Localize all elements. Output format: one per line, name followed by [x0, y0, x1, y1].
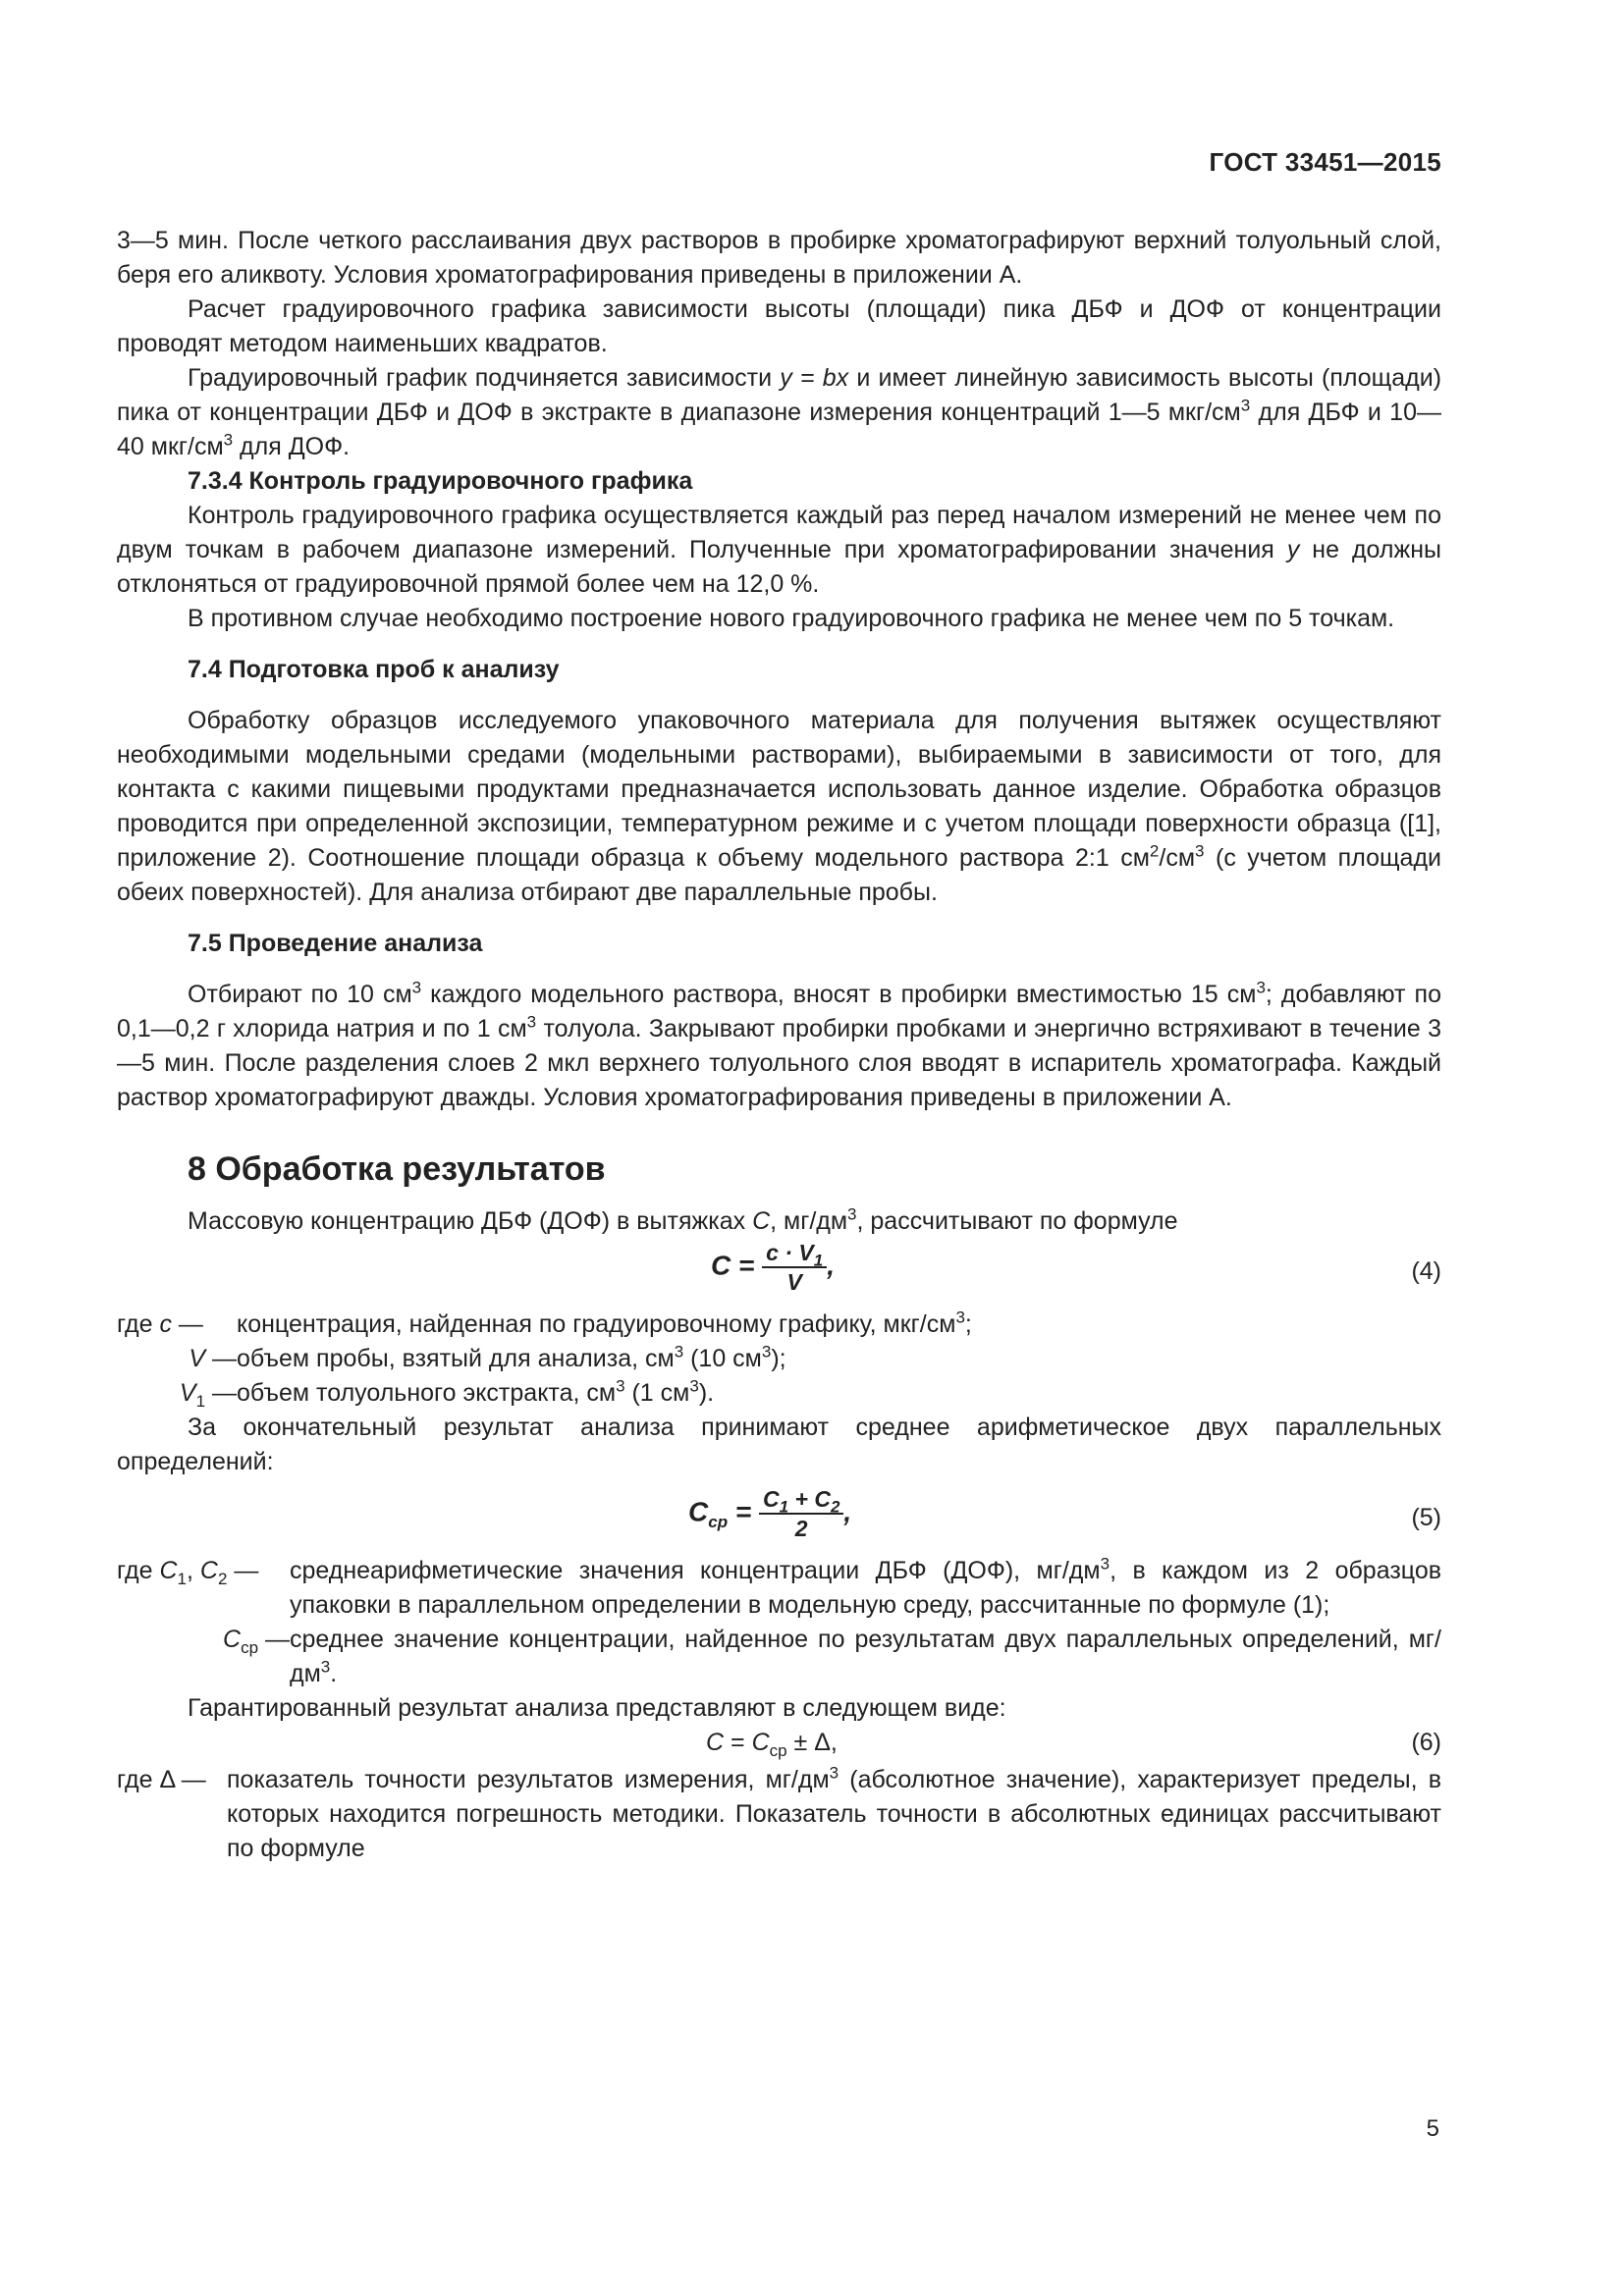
formula-5-legend — [117, 1554, 1441, 1691]
page-number: 5 — [1426, 2115, 1439, 2142]
section-heading-8: 8 Обработка результатов — [188, 1150, 606, 1188]
formula-6 — [117, 1726, 1441, 1763]
page-content — [117, 224, 1441, 1866]
formula-4-legend — [117, 1308, 1441, 1411]
formula-number: (4) — [1411, 1257, 1441, 1285]
legend-item: где c — концентрация, найденная по градуировочному графику, мкг/$см^3$; — [117, 1308, 972, 1338]
subsection-heading-7-3-4: 7.3.4 Контроль градуировочного графика — [188, 467, 693, 495]
formula-number: (6) — [1411, 1729, 1441, 1756]
subsection-heading-7-4: 7.4 Подготовка проб к анализу — [188, 656, 560, 683]
legend-item: где $C_1$, $C_2$ — среднеарифметические значения концентрации ДБФ (ДОФ), $мг/дм^3$, в каждом из 2 образцов упаковки в параллельном определении в модельную среду, рассчитанные по формуле (1); — [117, 1554, 1442, 1619]
formula-4-expression: C = $\frac{c \cdot V_1}{V}$ , — [711, 1240, 835, 1295]
formula-6-legend — [117, 1763, 1441, 1866]
subsection-heading-7-5: 7.5 Проведение анализа — [188, 930, 483, 957]
formula-number: (5) — [1411, 1504, 1441, 1531]
paragraph: Гарантированный результат анализа представляют в следующем виде: — [188, 1694, 1006, 1722]
paragraph: Расчет градуировочного графика зависимости высоты (площади) пика ДБФ и ДОФ от концентрации проводят методом наименьших квадратов. — [117, 295, 1441, 357]
legend-item: где Δ — показатель точности результатов измерения, $мг/дм^3$ (абсолютное значение), характеризует пределы, в которых находится погрешность методики. Показатель точности в абсолютных единицах рассчитывают по формуле — [117, 1763, 1441, 1862]
formula-5 — [117, 1479, 1441, 1554]
formula-6-expression: $C = C_{ср} \pm \Delta$, — [706, 1729, 838, 1760]
formula-5-expression: $C_{ср}$ = $\frac{C_1 + C_2}{2}$ , — [688, 1486, 852, 1541]
legend-item: V — объем пробы, взятый для анализа, $см^3$ (10 $см^3$); — [189, 1342, 786, 1372]
paragraph: Обработку образцов исследуемого упаковочного материала для получения вытяжек осуществляют необходимыми модельными средами (модельными растворами), выбираемыми в зависимости от того, для контакта с какими пищевыми продуктами предназначается использовать данное изделие. Обработка образцов проводится при определенной экспозиции, температурном режиме и с учетом площади поверхности образца ([1], приложение 2). Соотношение площади образца к объему модельного раствора 2:1 $см^2/см^3$ (с учетом площади обеих поверхностей). Для анализа отбирают две параллельные пробы. — [117, 707, 1441, 906]
paragraph: Контроль градуировочного графика осуществляется каждый раз перед началом измерений не менее чем по двум точкам в рабочем диапазоне измерений. Полученные при хроматографировании значения y не должны отклоняться от градуировочной прямой более чем на 12,0 %. — [117, 502, 1441, 598]
standard-code-header: ГОСТ 33451—2015 — [1209, 147, 1441, 177]
legend-item: $V_1$ — объем толуольного экстракта, $см^3$ (1 $см^3$). — [179, 1376, 715, 1411]
paragraph: В противном случае необходимо построение нового градуировочного графика не менее чем по 5 точкам. — [188, 605, 1395, 632]
formula-4 — [117, 1239, 1441, 1308]
paragraph: Отбирают по 10 $см^3$ каждого модельного раствора, вносят в пробирки вместимостью 15 $см^3$; добавляют по 0,1—0,2 г хлорида натрия и по 1 $см^3$ толуола. Закрывают пробирки пробками и энергично встряхивают в течение 3—5 мин. После разделения слоев 2 мкл верхнего толуольного слоя вводят в испаритель хроматографа. Каждый раствор хроматографируют дважды. Условия хроматографирования приведены в приложении А. — [117, 978, 1441, 1111]
legend-item: $C_{ср}$ — среднее значение концентрации, найденное по результатам двух параллельных определений, $мг/дм^3$. — [223, 1626, 1441, 1687]
paragraph: Массовую концентрацию ДБФ (ДОФ) в вытяжках С, $мг/дм^3$, рассчитывают по формуле — [188, 1204, 1178, 1235]
paragraph: Градуировочный график подчиняется зависимости y = bx и имеет линейную зависимость высоты (площади) пика от концентрации ДБФ и ДОФ в экстракте в диапазоне измерения концентраций 1—5 мкг/$см^3$ для ДБФ и 10—40 мкг/$см^3$ для ДОФ. — [117, 364, 1442, 460]
paragraph: 3—5 мин. После четкого расслаивания двух растворов в пробирке хроматографируют верхний толуольный слой, беря его аликвоту. Условия хроматографирования приведены в приложении А. — [117, 227, 1441, 289]
paragraph: За окончательный результат анализа принимают среднее арифметическое двух параллельных определений: — [117, 1414, 1441, 1475]
